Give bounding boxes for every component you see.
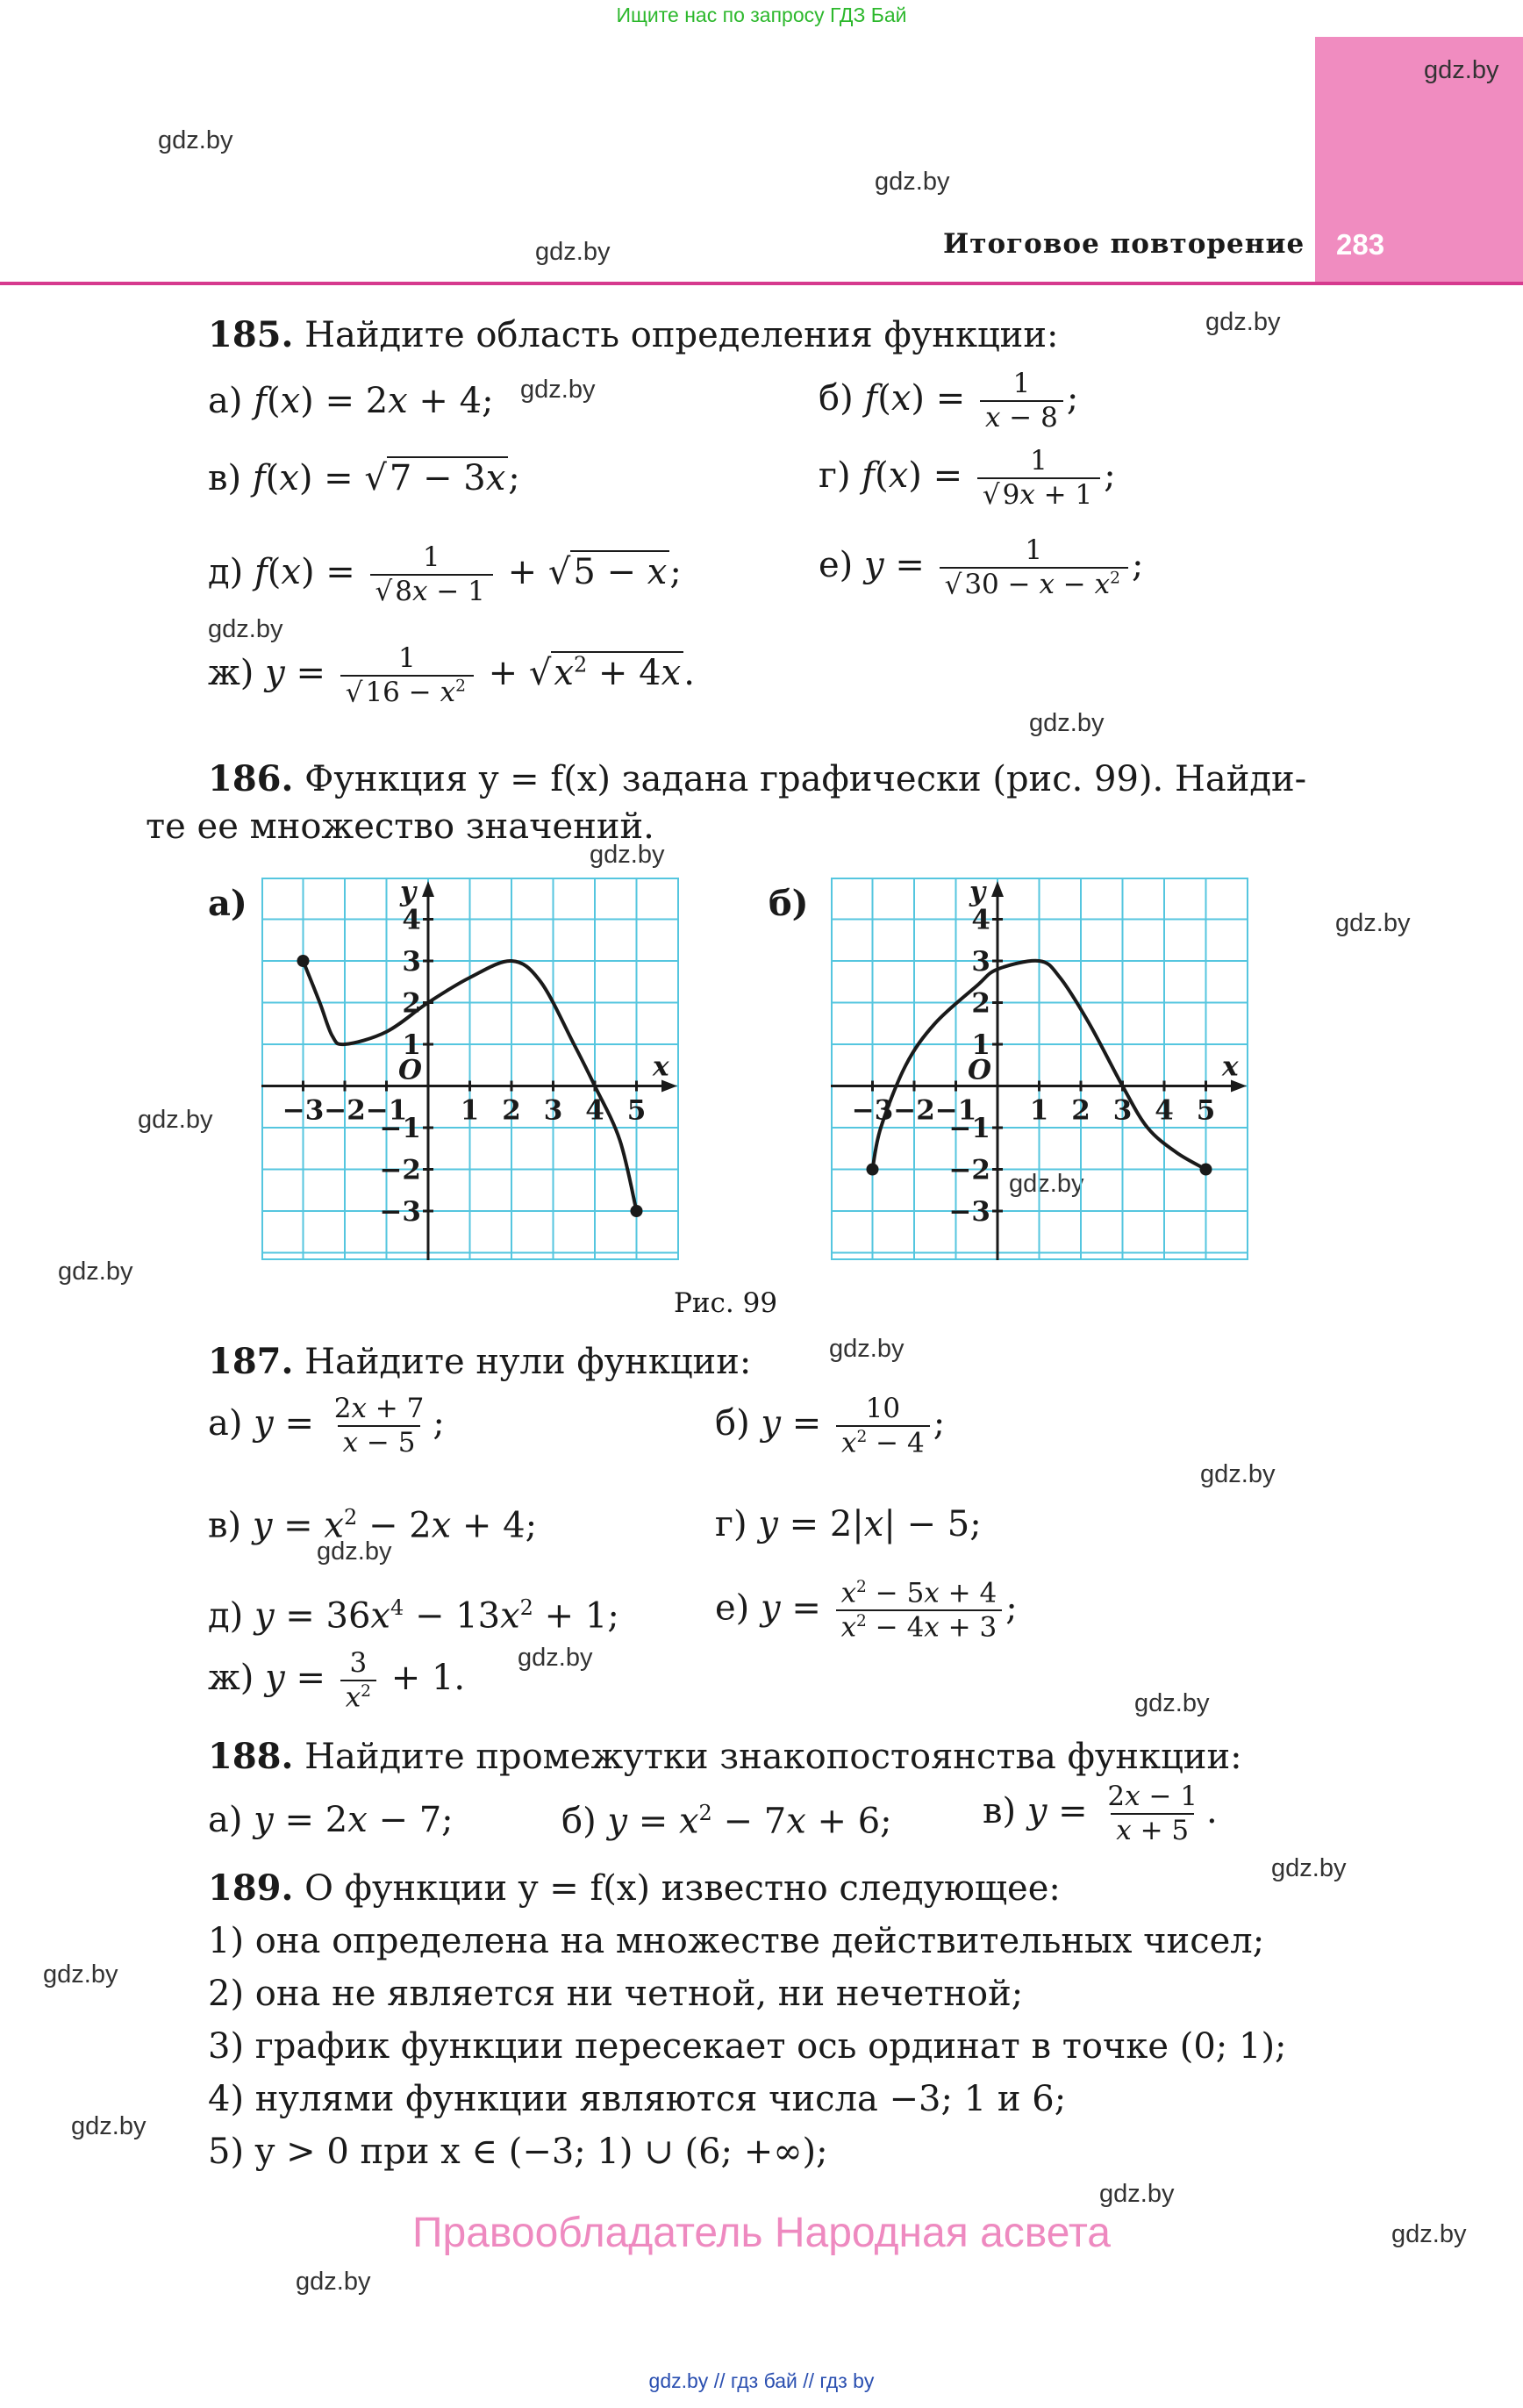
watermark: gdz.by [71, 2112, 147, 2140]
task-title: О функции y = f(x) известно следующее: [304, 1868, 1061, 1909]
figure-caption: Рис. 99 [674, 1287, 778, 1319]
graph-b-label: б) [769, 883, 809, 924]
curve-endpoint [867, 1164, 879, 1176]
task-185-e: е) y = $\frac{1}{√30 - x - x^2}$ ; [819, 534, 1144, 601]
x-tick-label: −3 [282, 1094, 325, 1127]
x-tick-label: −1 [934, 1094, 977, 1127]
task-number: 185. [208, 314, 294, 355]
graph-a [261, 878, 679, 1260]
task-185-d: д) f(x) = $\frac{1}{√8x - 1}$ + √5 − x; [208, 541, 682, 607]
x-tick-label: 2 [1071, 1094, 1090, 1127]
y-tick-label: −2 [948, 1154, 990, 1186]
y-tick-label: 1 [402, 1029, 421, 1061]
top-note: Ищите нас по запросу ГДЗ Бай [616, 4, 907, 26]
x-tick-label: 1 [1029, 1094, 1049, 1127]
y-axis-label: y [400, 878, 417, 907]
watermark: gdz.by [1134, 1689, 1210, 1717]
task-title: Найдите промежутки знакопостоянства функции: [304, 1737, 1242, 1777]
task-185-v: в) f(x) = √7 − 3x; [208, 458, 520, 498]
y-tick-label: 1 [971, 1029, 990, 1061]
x-tick-label: −2 [893, 1094, 935, 1127]
watermark: gdz.by [1200, 1460, 1276, 1488]
page-number: 283 [1336, 228, 1385, 261]
watermark: gdz.by [1271, 1854, 1347, 1882]
task-189-title [208, 1867, 1061, 1909]
watermark: gdz.by [1424, 56, 1499, 84]
task-187-e: е) y = $\frac{x^2 - 5x + 4}{x^2 - 4x + 3}$ ; [715, 1577, 1018, 1644]
x-tick-label: 3 [1112, 1094, 1133, 1127]
task-189-item: 2) она не является ни четной, ни нечетной; [208, 1974, 1024, 2014]
task-number: 187. [208, 1341, 294, 1382]
x-tick-label: −2 [324, 1094, 366, 1127]
watermark: gdz.by [208, 615, 283, 643]
x-tick-label: 4 [585, 1094, 604, 1127]
graph-a-label: а) [208, 883, 247, 924]
task-187-a: а) y = $\frac{2x + 7}{x - 5}$ ; [208, 1393, 445, 1458]
graph-b [831, 878, 1248, 1260]
task-number: 186. [208, 758, 294, 799]
y-axis-arrow [422, 881, 434, 897]
x-tick-label: 1 [460, 1094, 480, 1127]
y-tick-label: 2 [971, 987, 990, 1020]
x-tick-label: −3 [851, 1094, 894, 1127]
task-189-item: 5) y > 0 при x ∈ (−3; 1) ∪ (6; +∞); [208, 2132, 828, 2172]
watermark: gdz.by [1205, 308, 1281, 336]
task-187-title [208, 1341, 752, 1382]
watermark: gdz.by [590, 841, 665, 869]
watermark: gdz.by [518, 1644, 593, 1672]
y-tick-label: 3 [971, 946, 990, 978]
task-187-zh: ж) y = $\frac{3}{x^2}$ + 1. [208, 1647, 466, 1714]
y-axis-label: y [969, 878, 986, 907]
watermark: gdz.by [535, 238, 611, 266]
task-185-g: г) f(x) = $\frac{1}{√9x + 1}$ ; [819, 445, 1116, 511]
task-188-b: б) $y = x^2 - 7x + 6$; [561, 1801, 892, 1842]
x-tick-label: 2 [502, 1094, 521, 1127]
task-189-item: 4) нулями функции являются числа −3; 1 и 6; [208, 2079, 1067, 2119]
y-tick-label: −3 [948, 1196, 990, 1228]
watermark: gdz.by [43, 1960, 118, 1989]
y-tick-label: 2 [402, 987, 421, 1020]
task-188-v: в) y = $\frac{2x - 1}{x + 5}$ . [983, 1781, 1218, 1846]
task-185-b: б) f(x) = $\frac{1}{x - 8}$ ; [819, 368, 1079, 434]
watermark: gdz.by [1391, 2220, 1467, 2248]
task-186-line2: те ее множество значений. [146, 806, 654, 847]
task-187-d: д) $y = 36x^4 - 13x^2 + 1$; [208, 1595, 619, 1637]
watermark: gdz.by [520, 376, 596, 404]
y-axis-arrow [991, 881, 1004, 897]
task-186-line1: 186. Функция y = f(x) задана графически (рис. 99). Найди- [208, 758, 1307, 799]
y-tick-label: 4 [402, 904, 421, 936]
task-185-zh: ж) y = $\frac{1}{√16 - x^2}$ + $√x^2 + 4x$. [208, 642, 695, 709]
task-187-v: в) $y = x^2 - 2x + 4$; [208, 1505, 538, 1546]
x-tick-label: 5 [626, 1094, 647, 1127]
task-185-a: а) f(x) = 2x + 4; [208, 381, 494, 421]
origin-label: O [398, 1054, 423, 1086]
x-axis-label: x [653, 1050, 669, 1083]
footer-links: gdz.by // гдз бай // гдз by [648, 2369, 875, 2392]
watermark: gdz.by [138, 1106, 213, 1134]
watermark: gdz.by [296, 2268, 371, 2296]
y-tick-label: −3 [379, 1196, 421, 1228]
watermark: gdz.by [829, 1335, 905, 1363]
header-divider [0, 282, 1523, 285]
y-tick-label: −1 [379, 1113, 421, 1144]
x-tick-label: 4 [1155, 1094, 1174, 1127]
watermark: gdz.by [1099, 2180, 1175, 2208]
task-189-item: 1) она определена на множестве действительных чисел; [208, 1921, 1265, 1961]
task-187-b: б) y = $\frac{10}{x^2 - 4}$ ; [715, 1393, 946, 1459]
task-title: Найдите область определения функции: [304, 315, 1059, 355]
copyright-footer: Правообладатель Народная асвета [412, 2210, 1111, 2256]
x-axis-label: x [1222, 1050, 1239, 1083]
task-187-g: г) y = 2|x| − 5; [715, 1504, 982, 1544]
task-title: Найдите нули функции: [304, 1342, 752, 1382]
watermark: gdz.by [1335, 909, 1411, 937]
curve-endpoint [297, 955, 310, 967]
task-185-title [208, 314, 1059, 355]
task-189-item: 3) график функции пересекает ось ординат в точке (0; 1); [208, 2026, 1287, 2067]
watermark: gdz.by [317, 1537, 392, 1566]
y-tick-label: 4 [971, 904, 990, 936]
curve-endpoint [1200, 1164, 1212, 1176]
watermark: gdz.by [1029, 709, 1105, 737]
y-tick-label: −2 [379, 1154, 421, 1186]
x-tick-label: 3 [543, 1094, 563, 1127]
watermark: gdz.by [875, 168, 950, 196]
x-tick-label: −1 [365, 1094, 408, 1127]
task-number: 189. [208, 1867, 294, 1909]
task-188-a: а) y = 2x − 7; [208, 1800, 454, 1840]
watermark: gdz.by [58, 1258, 133, 1286]
y-tick-label: 3 [402, 946, 421, 978]
watermark: gdz.by [158, 126, 233, 154]
section-title: Итоговое повторение [943, 228, 1305, 260]
y-tick-label: −1 [948, 1113, 990, 1144]
watermark: gdz.by [1009, 1170, 1084, 1198]
origin-label: O [968, 1054, 992, 1086]
task-188-title [208, 1736, 1242, 1777]
x-tick-label: 5 [1196, 1094, 1216, 1127]
curve-endpoint [631, 1205, 643, 1217]
task-number: 188. [208, 1736, 294, 1777]
